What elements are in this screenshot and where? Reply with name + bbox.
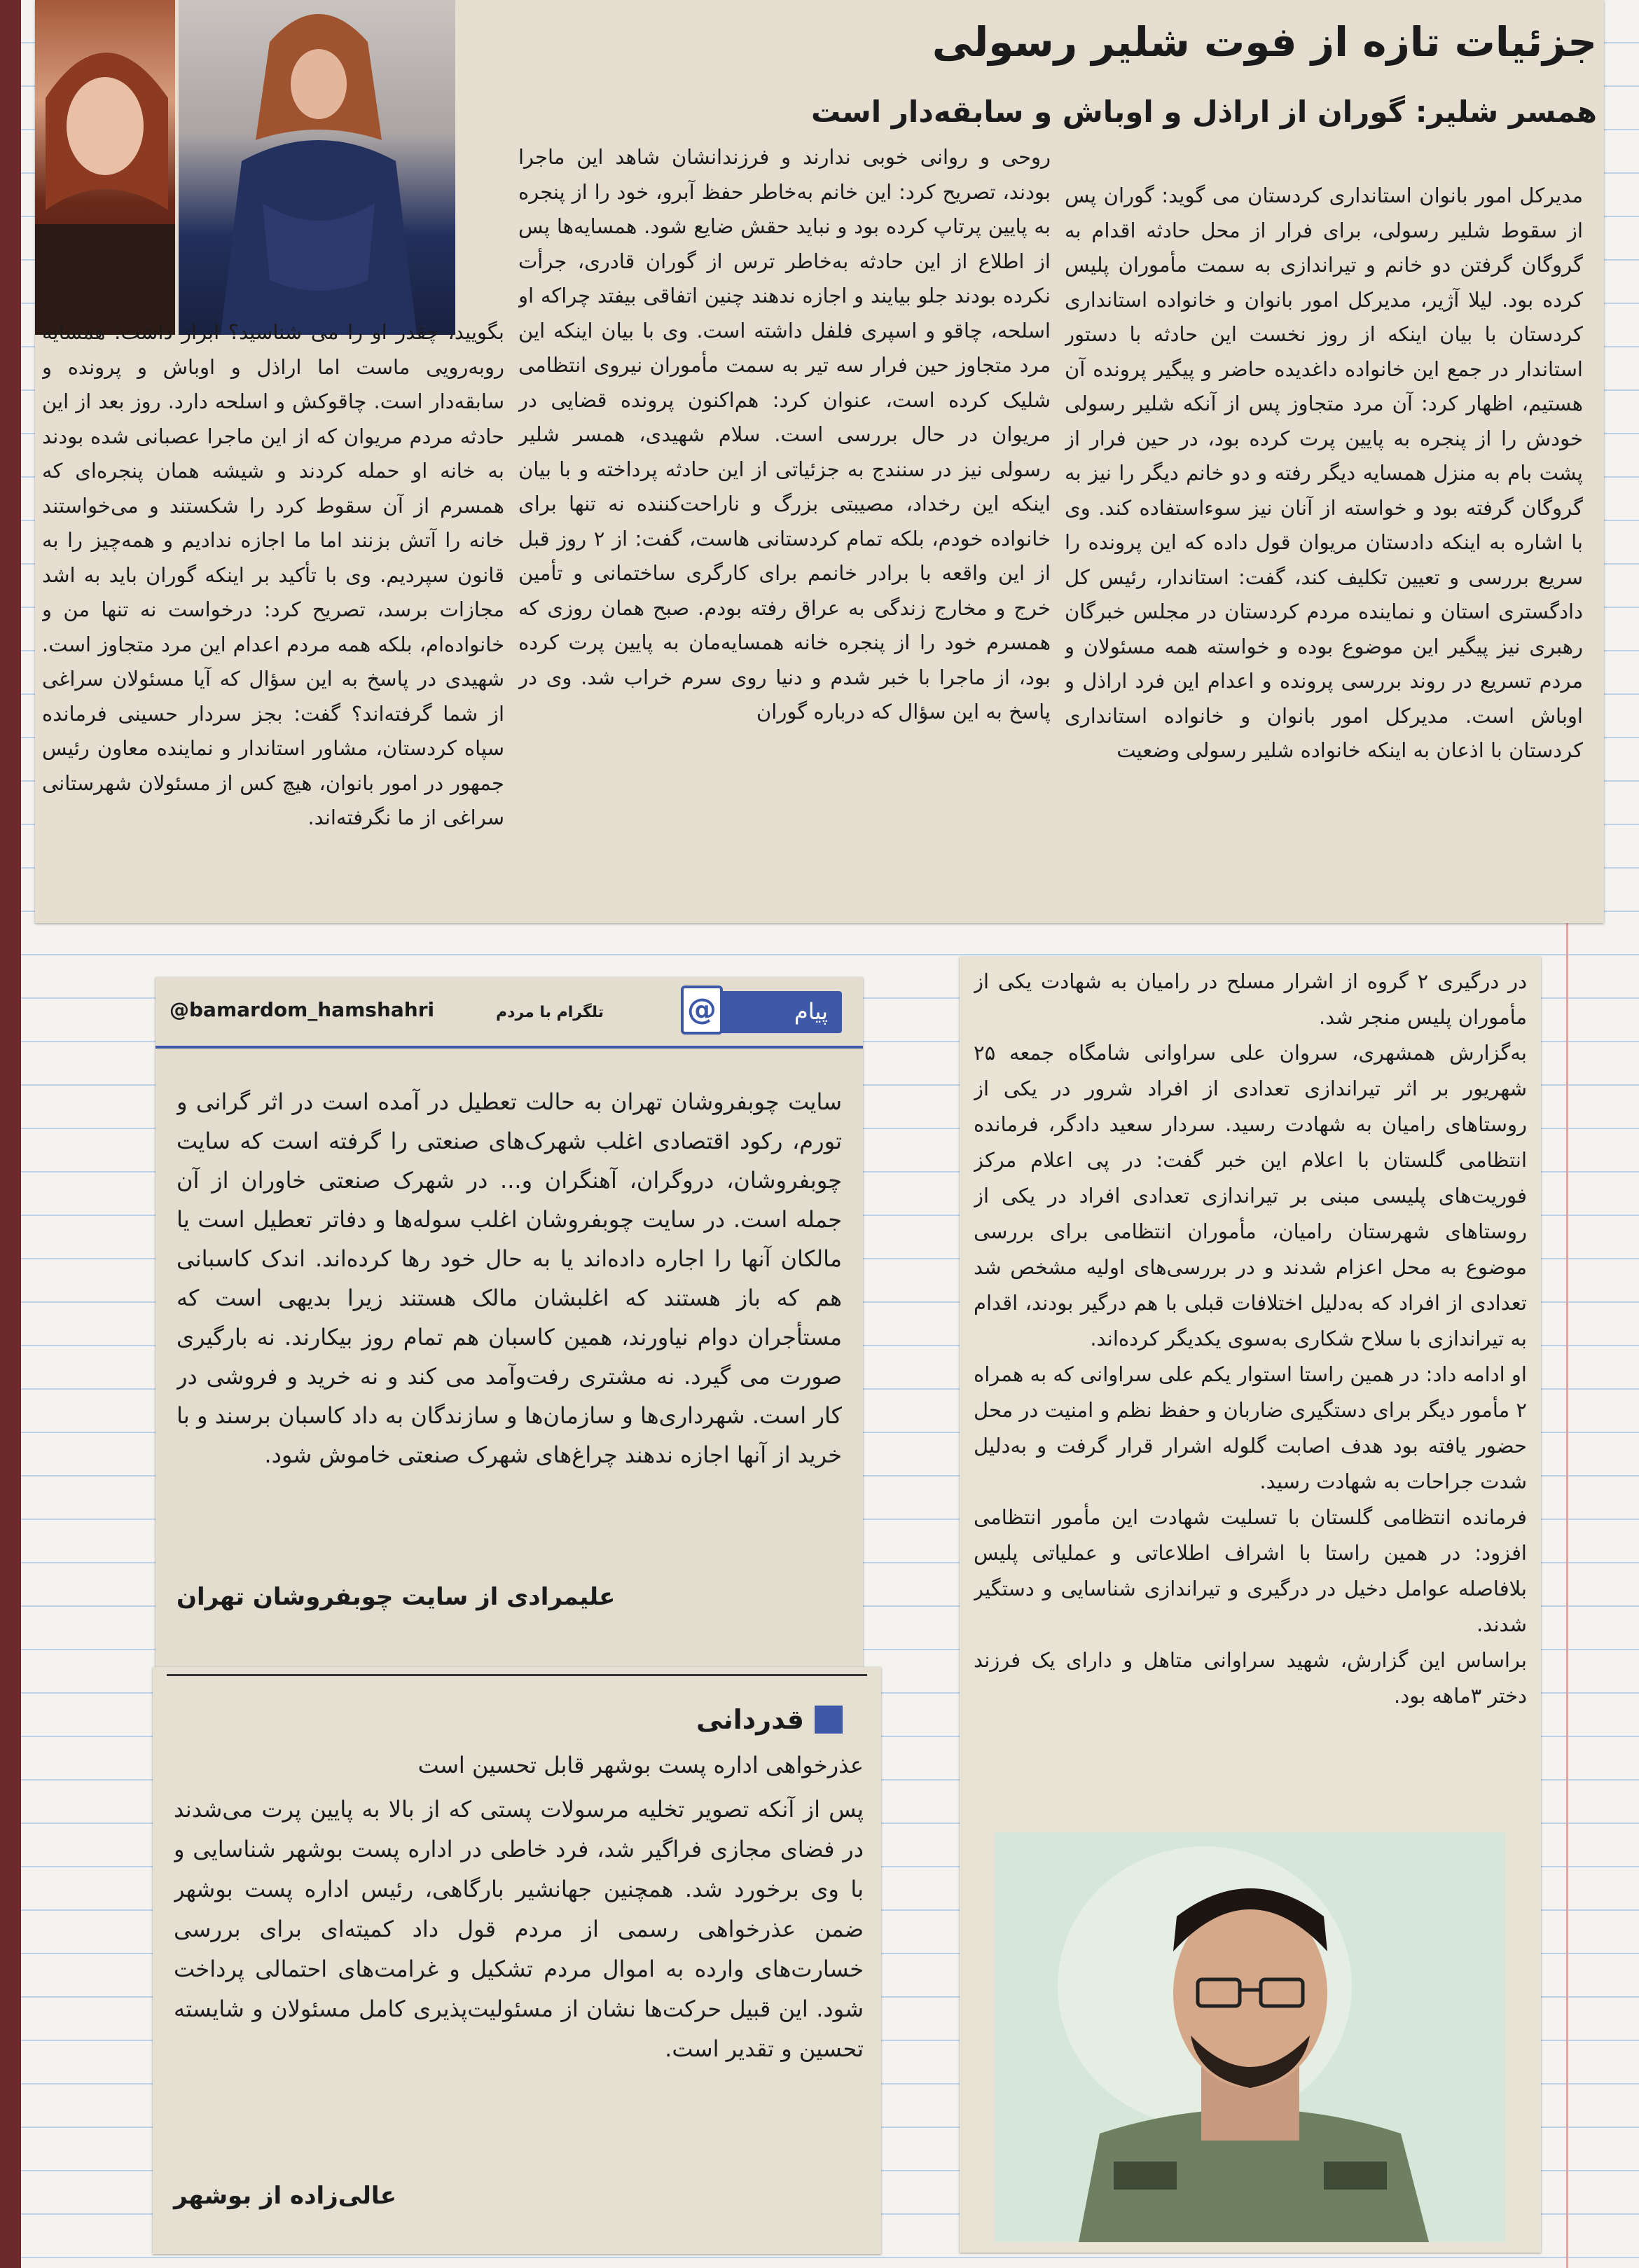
appreciation-heading: قدردانی: [696, 1704, 804, 1735]
telegram-message-signature: علیمرادی از سایت چوبفروشان تهران: [177, 1583, 616, 1611]
header-divider: [155, 1046, 863, 1049]
channel-label: تلگرام با مردم: [496, 1004, 604, 1021]
clipping-shelir-article: [35, 0, 1604, 923]
telegram-header: [155, 977, 863, 1047]
portrait-photo-1: [35, 0, 175, 335]
clipping-appreciation-note: [153, 1667, 881, 2254]
portrait-1-illustration: [35, 0, 175, 335]
message-tag: [687, 991, 842, 1033]
separator-line: [167, 1674, 867, 1676]
clipping-ramian-article: [960, 957, 1541, 2253]
clipping-telegram-message: [155, 977, 863, 1685]
ramian-article-body: در درگیری ۲ گروه از اشرار مسلح در رامیان به شهادت یکی از مأموران پلیس منجر شد. به‌گزارش همشهری، سروان علی سراوانی شامگاه جمعه ۲۵ شهریور بر اثر تیراندازی تعدادی از افراد شرور در یکی از روستاهای رامیان به شهادت رسید. سردار سعید دادگر، فرمانده انتظامی گلستان با اعلام این خبر گفت: در پی اعلام مرکز فوریت‌های پلیسی مبنی بر تیراندازی تعدادی افراد در یکی از روستاهای شهرستان رامیان، مأموران انتظامی برای بررسی موضوع به محل اعزام شدند و در بررسی‌های اولیه مشخص شد تعدادی از افراد که به‌دلیل اختلافات قبلی با هم درگیر بودند، اقدام به تیراندازی با سلاح شکاری به‌سوی یکدیگر کرده‌اند. او ادامه داد: در همین راستا استوار یکم علی سراوانی که به همراه ۲ مأمور دیگر برای دستگیری ضاربان و حفظ نظم و امنیت در محل حضور یافته بود هدف اصابت گلوله اشرار قرار گرفت و به‌دلیل شدت جراحات به شهادت رسید. فرمانده انتظامی گلستان با تسلیت شهادت این مأمور انتظامی افزود: در همین راستا با اشراف اطلاعاتی و عملیاتی پلیس بلافاصله عوامل دخیل در درگیری و تیراندازی شناسایی و دستگیر شدند. براساس این گزارش، شهید سراوانی متاهل و دارای یک فرزند دختر ۳ماهه بود.: [974, 969, 1527, 1708]
portrait-photo-2: [179, 0, 455, 335]
at-sign-icon: @: [681, 986, 723, 1035]
article-column-middle: روحی و روانی خوبی ندارند و فرزندانشان شاهد این ماجرا بودند، تصریح کرد: این خانم به‌خاطر حفظ آبرو، خود را از پنجره به پایین پرتاپ کرده بود و نباید حقش ضایع شود. همسایه‌ها پس از اطلاع از این حادثه به‌خاطر ترس از گوران قادری، جرأت نکرده بودند جلو بیایند و اجازه ندهند چنین اتفاقی بیفتد چراکه او اسلحه، چاقو و اسپری فلفل داشته است. وی با بیان اینکه این مرد متجاوز حین فرار سه تیر به سمت مأموران نیروی انتظامی شلیک کرده است، عنوان کرد: هم‌اکنون پرونده قضایی در مریوان در حال بررسی است. سلام شهیدی، همسر شلیر رسولی نیز در سنندج به جزئیاتی از این حادثه پرداخته و با بیان اینکه این رخداد، مصیبتی بزرگ و ناراحت‌کننده نه تنها برای خانواده خودم، بلکه تمام کردستانی هاست، گفت: از ۲ روز قبل از این واقعه با برادر خانمم برای کارگری ساختمانی و تأمین خرج و مخارج زندگی به عراق رفته بودم. صبح همان روزی که همسرم خود را از پنجره خانه همسایه‌مان به پایین پرت کرده بود، از ماجرا با خبر شدم و دنیا روی سرم خراب شد. وی در پاسخ به این سؤال که درباره گوران: [518, 145, 1051, 724]
telegram-message-body: سایت چوبفروشان تهران به حالت تعطیل در آمده است در اثر گرانی و تورم، رکود اقتصادی اغلب شهرک‌های صنعتی را گرفته است که سایت چوبفروشان، دروگران، آهنگران و... در شهرک صنعتی خاوران از آن جمله است. در سایت چوبفروشان اغلب سوله‌ها و دفاتر تعطیل است یا مالکان آنها را اجاره داده‌اند یا به حال خود رها کرده‌اند. اندک کاسبانی هم که باز هستند که اغلبشان مالک هستند زیرا بدیهی است که مستأجران دوام نیاورند، همین کاسبان هم تمام روز بیکارند. نه بارگیری صورت می گیرد. نه مشتری رفت‌وآمد می کند و نه خرید و فروشی در کار است. شهرداری‌ها و سازمان‌ها و سازندگان به داد کاسبان برسند و با خرید از آنها اجازه ندهند چراغ‌های شهرک صنعتی خاموش شود.: [177, 1088, 842, 1468]
article-title: جزئیات تازه از فوت شلیر رسولی: [932, 18, 1597, 66]
channel-handle: @bamardom_hamshahri: [170, 998, 435, 1021]
appreciation-body: پس از آنکه تصویر تخلیه مرسولات پستی که از بالا به پایین پرت می‌شدند در فضای مجازی فراگیر شد، فرد خاطی در اداره پست بوشهر شناسایی و با وی برخورد شد. همچنین جهانشیر بارگاهی، رئیس اداره پست بوشهر ضمن عذرخواهی رسمی از مردم قول داد کمیته‌ای برای بررسی خسارت‌های وارده به اموال مردم تشکیل و غرامت‌های احتمالی پرداخت شود. این قبیل حرکت‌ها نشان از مسئولیت‌پذیری کامل مسئولان و شایسته تحسین و تقدیر است.: [174, 1796, 864, 2062]
message-tag-label: پیام: [794, 998, 828, 1025]
article-column-right: مدیرکل امور بانوان استانداری کردستان می گوید: گوران پس از سقوط شلیر رسولی، برای فرار از محل حادثه اقدام به گروگان گرفتن دو خانم و تیراندازی به سمت مأموران پلیس کرده بود. لیلا آژیر، مدیرکل امور بانوان و خانواده استانداری کردستان با بیان اینکه از روز نخست این حادثه با دستور استاندار در جمع این خانواده داغدیده حاضر و پیگیر پرونده آن هستیم، اظهار کرد: آن مرد متجاوز پس از آنکه شلیر رسولی خودش را از پنجره به پایین پرت کرده بود، در حین فرار از پشت بام به منزل همسایه دیگر رفته و دو خانم دیگر را نیز به گروگان گرفته بود و خواسته از آنان نیز سوءاستفاده کند. وی با اشاره به اینکه دادستان مریوان قول داده که این پرونده را سریع بررسی و تعیین تکلیف کند، گفت: استاندار، رئیس کل دادگستری استان و نماینده مردم کردستان در مجلس خبرگان رهبری نیز پیگیر این موضوع بوده و خواسته همه مسئولان و مردم تسریع در روند بررسی پرونده و اعدام این فرد اراذل و اوباش است. مدیرکل امور بانوان و خانواده استانداری کردستان با اذعان به اینکه خانواده شلیر رسولی وضعیت: [1065, 184, 1583, 762]
appreciation-signature: عالی‌زاده از بوشهر: [174, 2182, 396, 2210]
appreciation-subheading: عذرخواهی اداره پست بوشهر قابل تحسین است: [417, 1752, 864, 1778]
square-bullet-icon: [815, 1706, 843, 1734]
article-column-left: بگویید، چقدر او را می شناسید؟ ابراز داشت: همسایه روبه‌رویی ماست اما اراذل و اوباش و پرونده و سابقه‌دار است. چاقوکش و اسلحه دارد. روز بعد از این حادثه مردم مریوان که از این ماجرا عصبانی شده بودند به خانه او حمله کردند و شیشه همان پنجره‌ای که همسرم از آن سقوط کرد را شکستند و می‌خواستند خانه را آتش بزنند اما ما اجازه ندادیم و همه‌چیز را به قانون سپردیم. وی با تأکید بر اینکه گوران باید به اشد مجازات برسد، تصریح کرد: درخواست نه تنها من و خانواده‌ام، بلکه همه مردم اعدام این مرد متجاوز است. شهیدی در پاسخ به این سؤال که آیا مسئولان سراغی از شما گرفته‌اند؟ گفت: بجز سردار حسینی فرمانده سپاه کردستان، مشاور استاندار و نماینده معاون رئیس جمهور در امور بانوان، هیچ کس از مسئولان شهرستانی سراغی از ما نگرفته‌اند.: [42, 320, 504, 829]
officer-illustration: [995, 1832, 1506, 2242]
portrait-2-illustration: [179, 0, 455, 335]
officer-photo: [995, 1832, 1506, 2242]
article-subtitle: همسر شلیر: گوران از اراذل و اوباش و سابقه‌دار است: [810, 95, 1597, 129]
